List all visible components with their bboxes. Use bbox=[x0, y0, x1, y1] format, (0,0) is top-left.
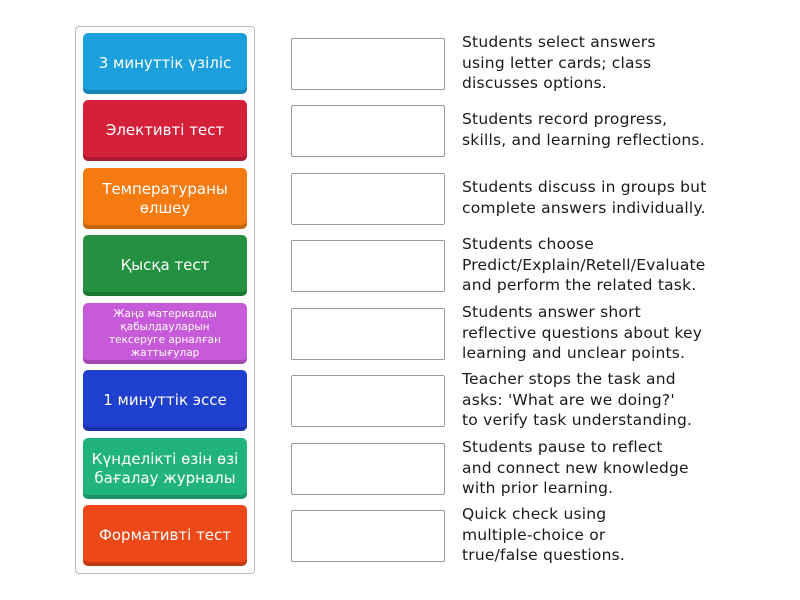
drop-slot[interactable] bbox=[291, 240, 445, 292]
answer-tile[interactable]: Формативті тест bbox=[83, 505, 247, 566]
drop-slot[interactable] bbox=[291, 375, 445, 427]
description-text: Quick check using multiple-choice or true/false questions. bbox=[462, 505, 625, 564]
answer-tile[interactable]: 3 минуттік үзіліс bbox=[83, 33, 247, 94]
drop-slot[interactable] bbox=[291, 38, 445, 90]
description-text: Students answer short reflective questions about key learning and unclear points. bbox=[462, 303, 703, 362]
answer-tile[interactable]: Жаңа материалды қабылдауларын тексеруге арналған жаттығулар bbox=[83, 303, 247, 364]
drop-slot[interactable] bbox=[291, 308, 445, 360]
description-text: Students choose Predict/Explain/Retell/Evaluate and perform the related task. bbox=[462, 235, 706, 294]
drop-slot[interactable] bbox=[291, 173, 445, 225]
description-text: Students discuss in groups but complete answers individually. bbox=[462, 178, 707, 217]
description-text: Students record progress, skills, and learning reflections. bbox=[462, 110, 705, 149]
drop-slot[interactable] bbox=[291, 105, 445, 157]
answer-tile[interactable]: Элективті тест bbox=[83, 100, 247, 161]
answer-tile[interactable]: 1 минуттік эссе bbox=[83, 370, 247, 431]
drop-slot[interactable] bbox=[291, 443, 445, 495]
answer-tile[interactable]: Температураны өлшеу bbox=[83, 168, 247, 229]
answer-tile[interactable]: Күнделікті өзін өзі бағалау журналы bbox=[83, 438, 247, 499]
description-text: Teacher stops the task and asks: 'What are we doing?' to verify task understanding. bbox=[462, 370, 693, 429]
drop-slot[interactable] bbox=[291, 510, 445, 562]
description-text: Students pause to reflect and connect new knowledge with prior learning. bbox=[462, 438, 689, 497]
description-text: Students select answers using letter cards; class discusses options. bbox=[462, 33, 656, 92]
answer-tile[interactable]: Қысқа тест bbox=[83, 235, 247, 296]
